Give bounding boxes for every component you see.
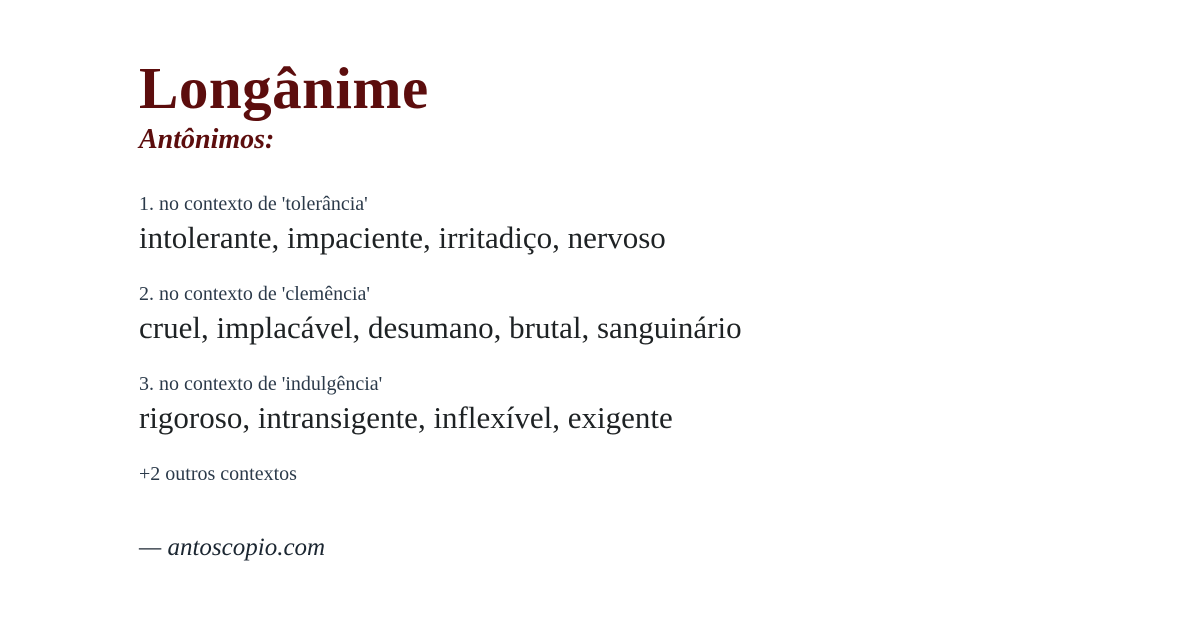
context-label: 2. no contexto de 'clemência' (139, 282, 371, 305)
antonym-list: intolerante, impaciente, irritadiço, nervoso (139, 220, 666, 256)
more-contexts-note: +2 outros contextos (139, 462, 297, 485)
headword-title: Longânime (139, 55, 429, 121)
antonym-list: cruel, implacável, desumano, brutal, sanguinário (139, 309, 742, 345)
context-section (139, 371, 1140, 439)
context-section (139, 191, 1140, 259)
antonyms-heading: Antônimos: (139, 123, 275, 155)
context-sections (139, 191, 1140, 439)
context-label: 1. no contexto de 'tolerância' (139, 193, 368, 216)
context-section (139, 281, 1140, 349)
site-attribution: — antoscopio.com (139, 533, 326, 561)
antonym-list: rigoroso, intransigente, inflexível, exigente (139, 399, 673, 435)
context-label: 3. no contexto de 'indulgência' (139, 372, 383, 395)
